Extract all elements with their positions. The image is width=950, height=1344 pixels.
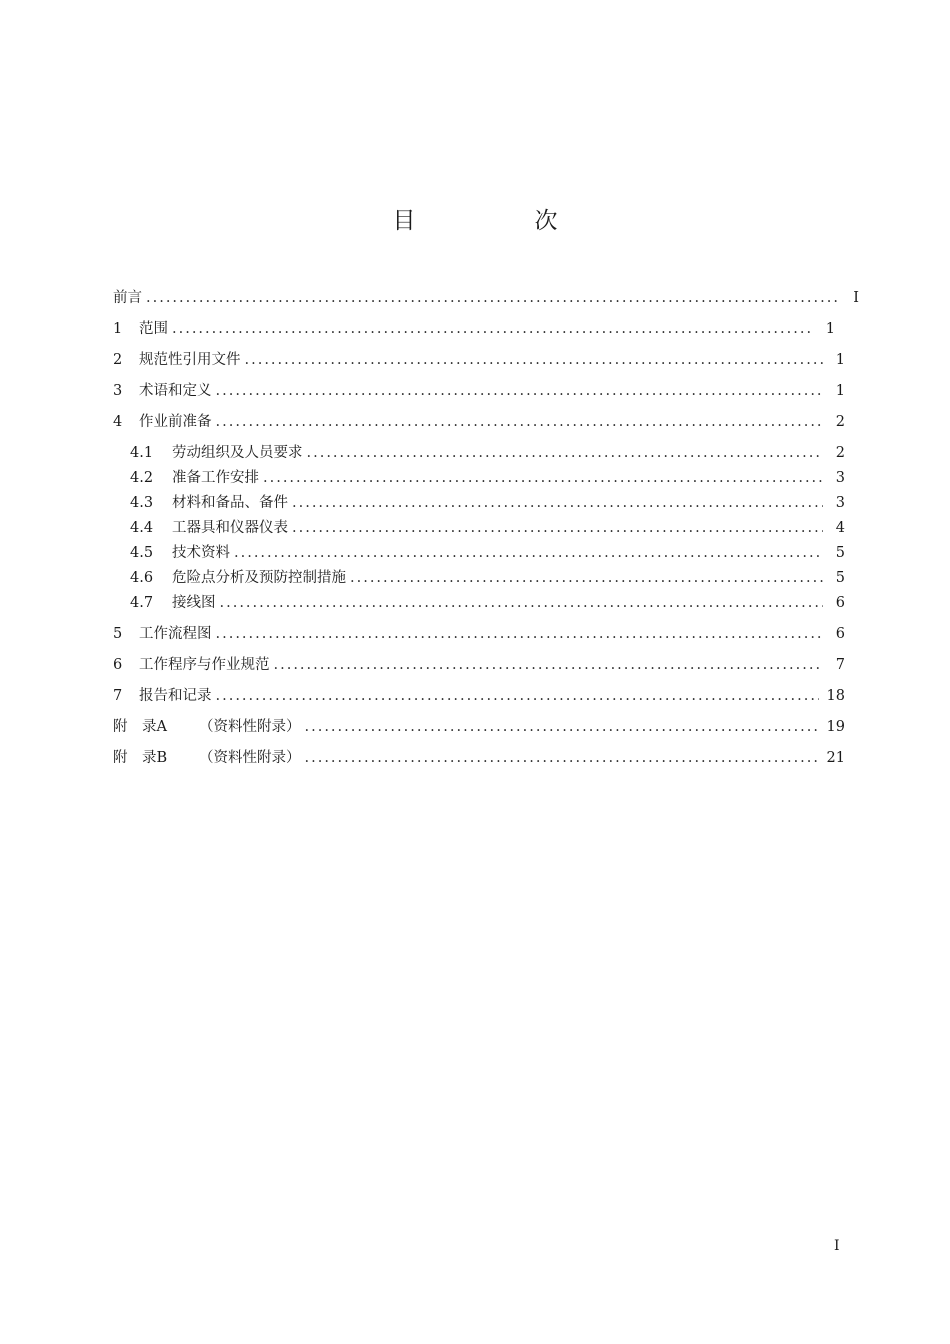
toc-page-number: 3 [835, 495, 845, 511]
toc-page-number: 21 [826, 750, 845, 766]
page-title: 目 次 [392, 208, 606, 234]
toc-page-number: 19 [826, 719, 845, 735]
toc-dot-leader [172, 319, 813, 339]
toc-dot-leader [350, 568, 823, 588]
toc-page-number: 5 [835, 570, 845, 586]
toc-dot-leader [216, 686, 819, 706]
toc-entry-label: 范围 [139, 321, 168, 337]
toc-dot-leader [263, 468, 823, 488]
toc-entry-number: 2 [113, 352, 123, 368]
toc-entry-7[interactable] [113, 686, 845, 706]
toc-entry-number: 4.3 [130, 495, 154, 511]
toc-entry-5[interactable] [113, 624, 845, 644]
toc-entry-label: 报告和记录 [139, 688, 212, 704]
toc-page-number: 18 [826, 688, 845, 704]
toc-entry-number: 附 录A [113, 719, 167, 735]
toc-entry-3[interactable] [113, 381, 845, 401]
toc-entry-number: 1 [113, 321, 123, 337]
toc-page-number: 2 [835, 414, 845, 430]
toc-dot-leader [274, 655, 824, 675]
toc-entry-label: 规范性引用文件 [139, 352, 241, 368]
toc-entry-label: 前言 [113, 290, 142, 306]
toc-entry-label: 准备工作安排 [172, 470, 259, 486]
toc-dot-leader [305, 717, 819, 737]
toc-entry-4-5[interactable] [130, 543, 845, 563]
toc-entry-number: 4 [113, 414, 123, 430]
toc-entry-label: 术语和定义 [139, 383, 212, 399]
toc-entry-label: 工作程序与作业规范 [139, 657, 270, 673]
toc-entry-number: 4.6 [130, 570, 154, 586]
toc-dot-leader [305, 748, 819, 768]
toc-page-number: 7 [835, 657, 845, 673]
toc-dot-leader [216, 412, 824, 432]
toc-entry-4-1[interactable] [130, 443, 845, 463]
toc-dot-leader [216, 624, 824, 644]
toc-dot-leader [146, 288, 837, 308]
toc-entry-label: 技术资料 [172, 545, 230, 561]
toc-entry-number: 4.2 [130, 470, 154, 486]
footer-page-number: I [834, 1238, 840, 1254]
toc-entry-2[interactable] [113, 350, 845, 370]
toc-dot-leader [220, 593, 824, 613]
toc-entry-number: 4.5 [130, 545, 154, 561]
toc-entry-number: 5 [113, 626, 123, 642]
toc-dot-leader [216, 381, 824, 401]
toc-entry-4-3[interactable] [130, 493, 845, 513]
toc-entry-number: 3 [113, 383, 123, 399]
toc-entry-number: 4.4 [130, 520, 154, 536]
toc-entry-label: 作业前准备 [139, 414, 212, 430]
toc-entry-label: 劳动组织及人员要求 [172, 445, 303, 461]
toc-page-number: 6 [835, 595, 845, 611]
toc-page-number: 1 [835, 383, 845, 399]
toc-entry-4-4[interactable] [130, 518, 845, 538]
toc-dot-leader [307, 443, 824, 463]
toc-entry-appendix-a[interactable] [113, 717, 845, 737]
toc-entry-1[interactable] [113, 319, 835, 339]
toc-dot-leader [292, 493, 823, 513]
toc-entry-appendix-b[interactable] [113, 748, 845, 768]
toc-entry-number: 7 [113, 688, 123, 704]
toc-page-number: 4 [835, 520, 845, 536]
toc-entry-4-6[interactable] [130, 568, 845, 588]
toc-page-number: 5 [835, 545, 845, 561]
toc-page-number: 1 [825, 321, 835, 337]
toc-page-number: 6 [835, 626, 845, 642]
toc-entry-number: 6 [113, 657, 123, 673]
toc-entry-label: （资料性附录） [199, 750, 301, 766]
toc-entry-label: 材料和备品、备件 [172, 495, 288, 511]
toc-entry-4-2[interactable] [130, 468, 845, 488]
toc-page-number: 3 [835, 470, 845, 486]
toc-page-number: 1 [835, 352, 845, 368]
toc-page-number: I [853, 290, 859, 306]
toc-dot-leader [292, 518, 823, 538]
toc-page-number: 2 [835, 445, 845, 461]
toc-entry-label: 接线图 [172, 595, 216, 611]
toc-entry-preface[interactable] [113, 288, 859, 308]
toc-entry-label: 工作流程图 [139, 626, 212, 642]
toc-entry-4-7[interactable] [130, 593, 845, 613]
toc-dot-leader [234, 543, 823, 563]
toc-entry-label: （资料性附录） [199, 719, 301, 735]
toc-entry-number: 4.1 [130, 445, 154, 461]
toc-dot-leader [245, 350, 824, 370]
toc-entry-number: 附 录B [113, 750, 168, 766]
toc-entry-number: 4.7 [130, 595, 154, 611]
toc-entry-6[interactable] [113, 655, 845, 675]
toc-entry-label: 危险点分析及预防控制措施 [172, 570, 346, 586]
toc-entry-4[interactable] [113, 412, 845, 432]
toc-entry-label: 工器具和仪器仪表 [172, 520, 288, 536]
